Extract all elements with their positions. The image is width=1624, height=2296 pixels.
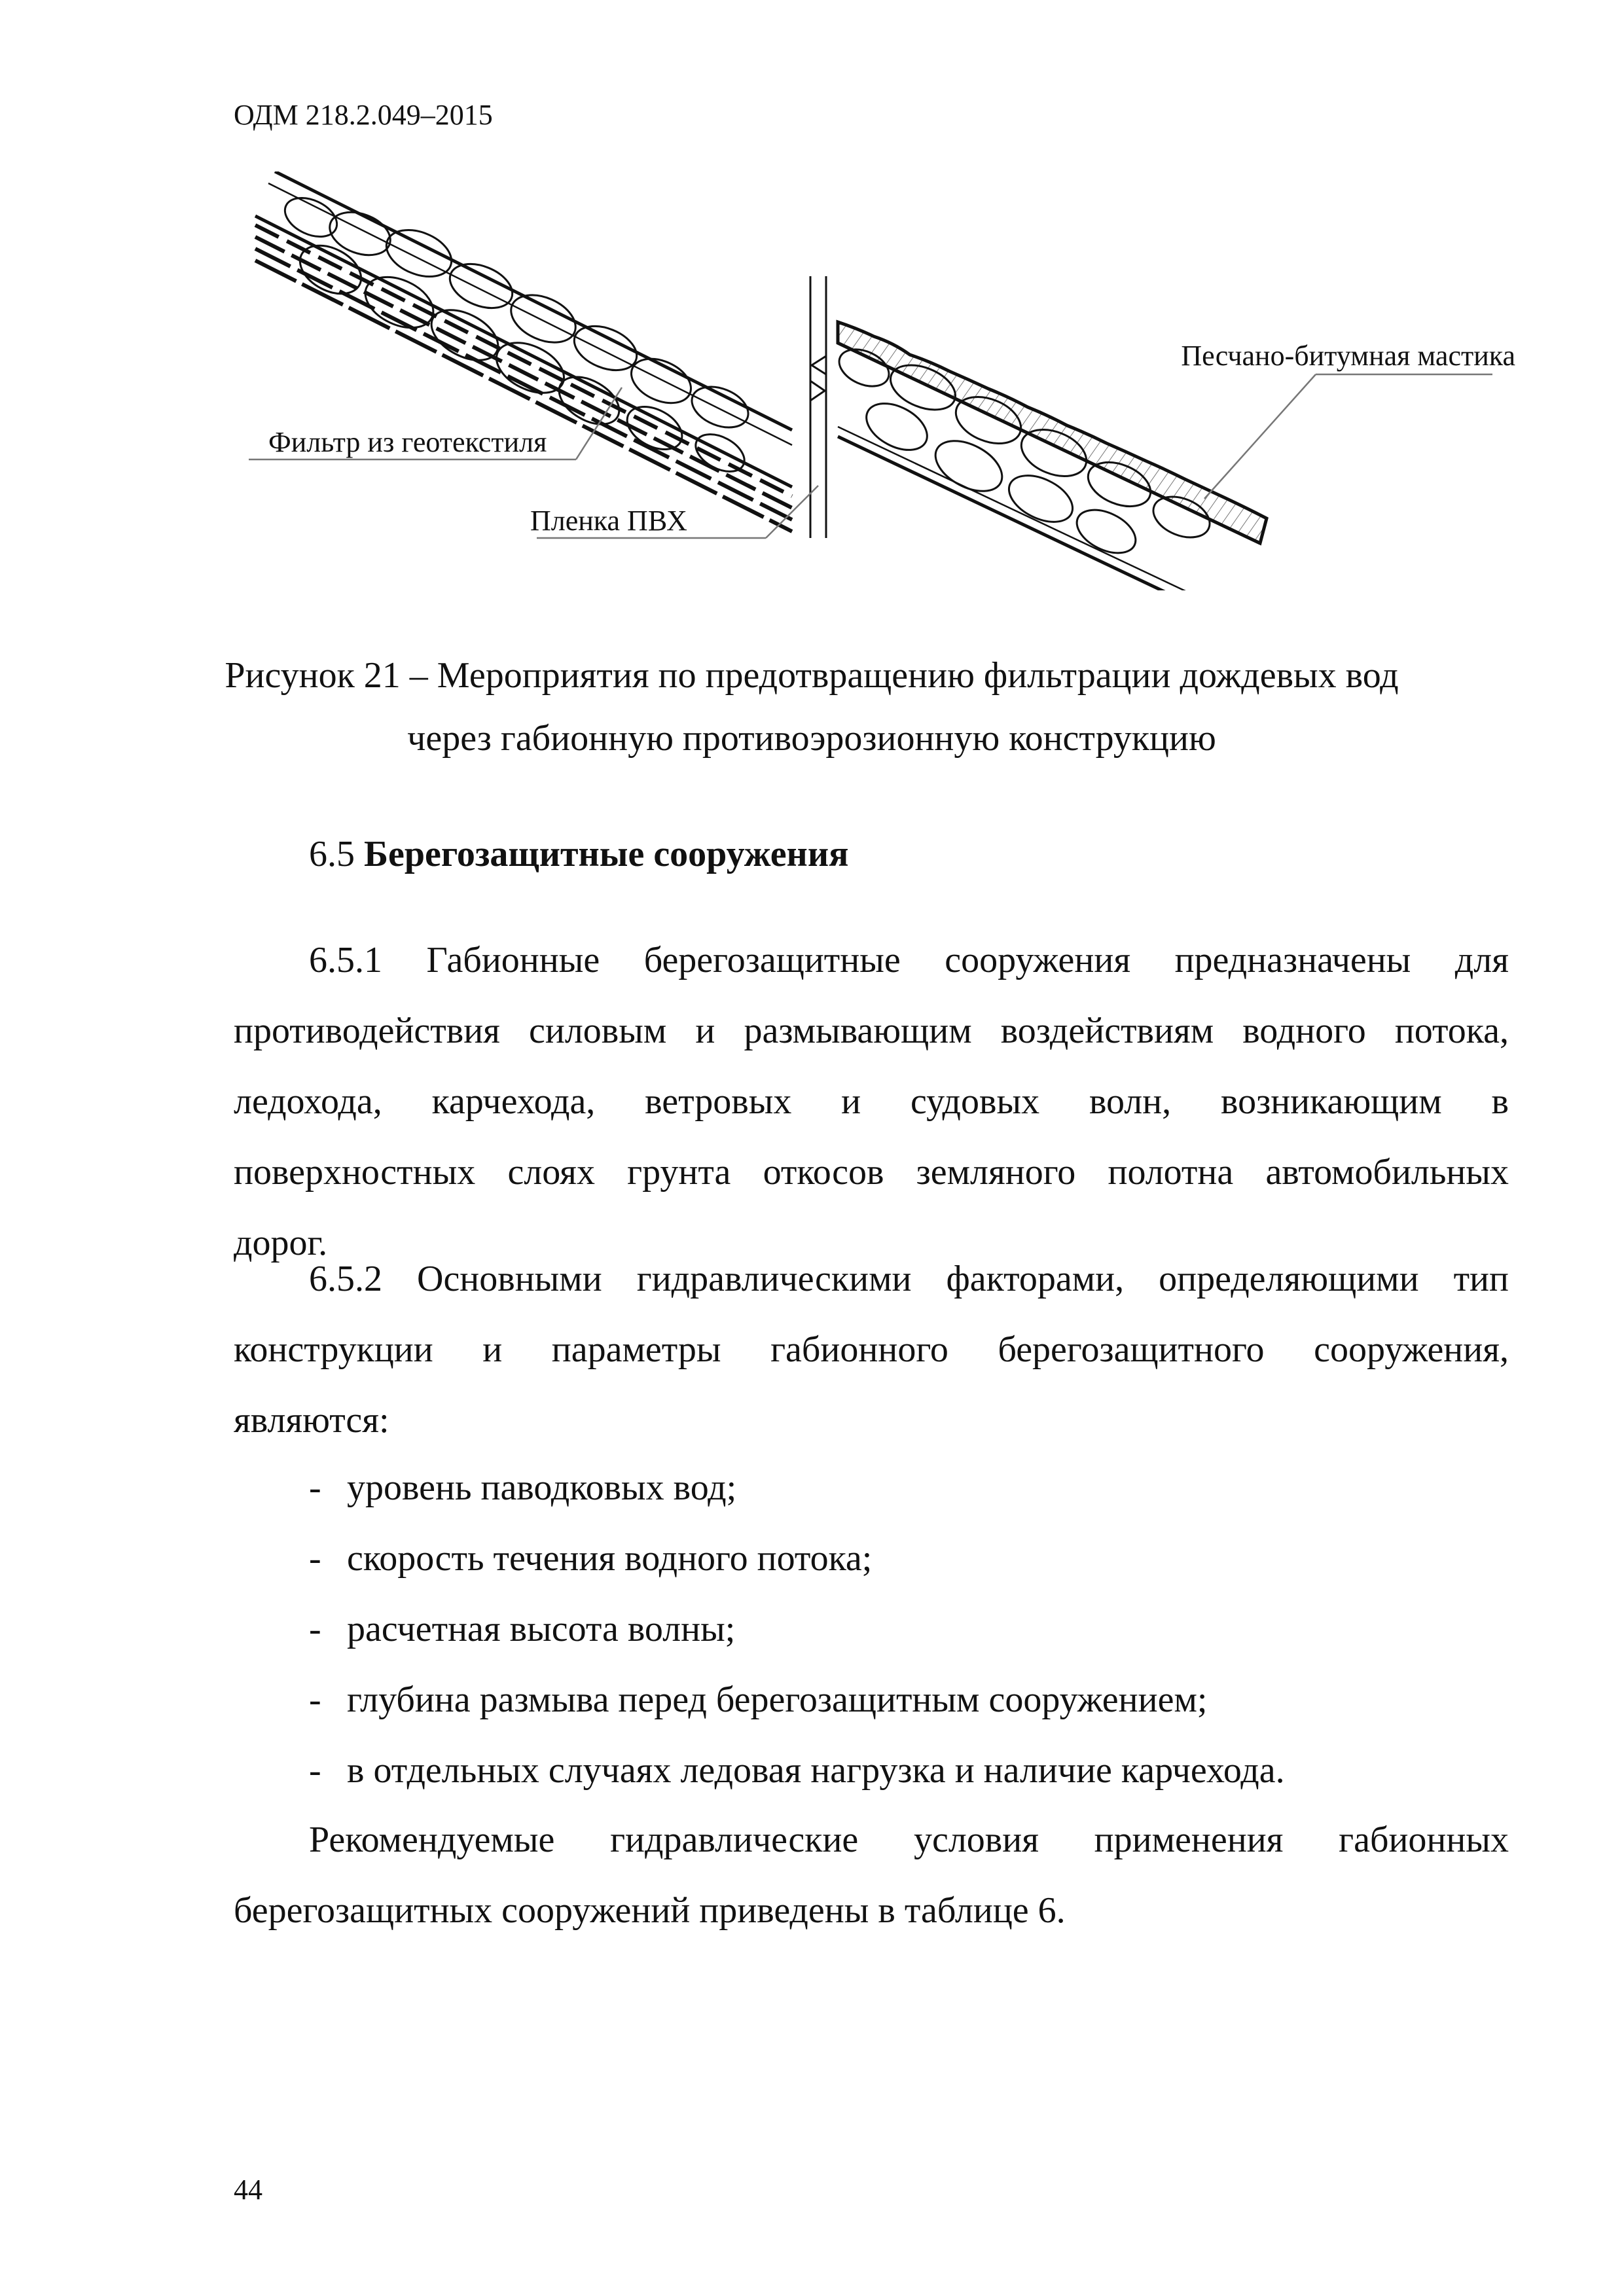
list-dash: -	[309, 1538, 321, 1579]
list-item	[309, 1594, 1507, 1664]
gabion-cross-section	[249, 171, 1519, 590]
figure-21-drawing	[249, 171, 1519, 590]
callout-geotextile: Фильтр из геотекстиля	[268, 426, 547, 458]
paragraph-line: 6.5.2 Основными гидравлическими факторами, определяющими тип	[309, 1259, 1509, 1299]
section-title: Берегозащитные сооружения	[364, 834, 849, 874]
paragraph-line: 6.5.1 Габионные берегозащитные сооружения предназначены для	[309, 940, 1509, 980]
gabion-mattress-right-outline	[838, 343, 1260, 590]
list-item	[309, 1523, 1507, 1594]
gabion-mesh-top-left	[268, 183, 792, 445]
list-dash: -	[309, 1750, 321, 1791]
paragraph-line: конструкции и параметры габионного берегозащитного сооружения,	[234, 1329, 1509, 1370]
list-dash: -	[309, 1679, 321, 1720]
list-item-text: глубина размыва перед берегозащитным сооружением;	[347, 1679, 1208, 1720]
break-line	[810, 276, 826, 538]
list-item-text: скорость течения водного потока;	[347, 1538, 873, 1579]
paragraph-line: дорог.	[234, 1223, 328, 1263]
gabion-mesh-right	[838, 427, 1234, 590]
section-number: 6.5	[309, 834, 355, 874]
figure-caption-line-1: Рисунок 21 – Мероприятия по предотвращению фильтрации дождевых вод	[225, 655, 1399, 696]
paragraph-line: берегозащитных сооружений приведены в таблице 6.	[234, 1890, 1066, 1931]
paragraph-recommended-conditions	[234, 1804, 1509, 1946]
paragraph-line: являются:	[234, 1400, 389, 1441]
paragraph-line: Рекомендуемые гидравлические условия применения габионных	[309, 1820, 1509, 1860]
list-item	[309, 1664, 1507, 1735]
list-item-text: в отдельных случаях ледовая нагрузка и наличие карчехода.	[347, 1750, 1285, 1791]
paragraph-line: ледохода, карчехода, ветровых и судовых волн, возникающим в	[234, 1081, 1509, 1122]
list-item-text: уровень паводковых вод;	[347, 1467, 737, 1508]
list-dash: -	[309, 1609, 321, 1649]
paragraph-6-5-1	[234, 925, 1509, 1278]
list-item-text: расчетная высота волны;	[347, 1609, 736, 1649]
list-item	[309, 1735, 1507, 1806]
list-dash: -	[309, 1467, 321, 1508]
geotextile-filter-lines	[255, 225, 792, 508]
figure-caption-line-2: через габионную противоэрозионную конструкцию	[407, 718, 1216, 759]
paragraph-6-5-2	[234, 1244, 1509, 1456]
callout-mastic: Песчано-битумная мастика	[1181, 340, 1515, 372]
paragraph-line: поверхностных слоях грунта откосов земляного полотна автомобильных	[234, 1152, 1509, 1193]
document-code: ОДМ 218.2.049–2015	[234, 99, 493, 131]
section-heading-6-5	[309, 831, 848, 877]
callout-pvc-film: Пленка ПВХ	[530, 505, 687, 537]
list-item	[309, 1452, 1507, 1523]
page-number: 44	[234, 2174, 262, 2206]
paragraph-line: противодействия силовым и размывающим воздействиям водного потока,	[234, 1011, 1509, 1051]
hydraulic-factors-list	[309, 1452, 1507, 1806]
